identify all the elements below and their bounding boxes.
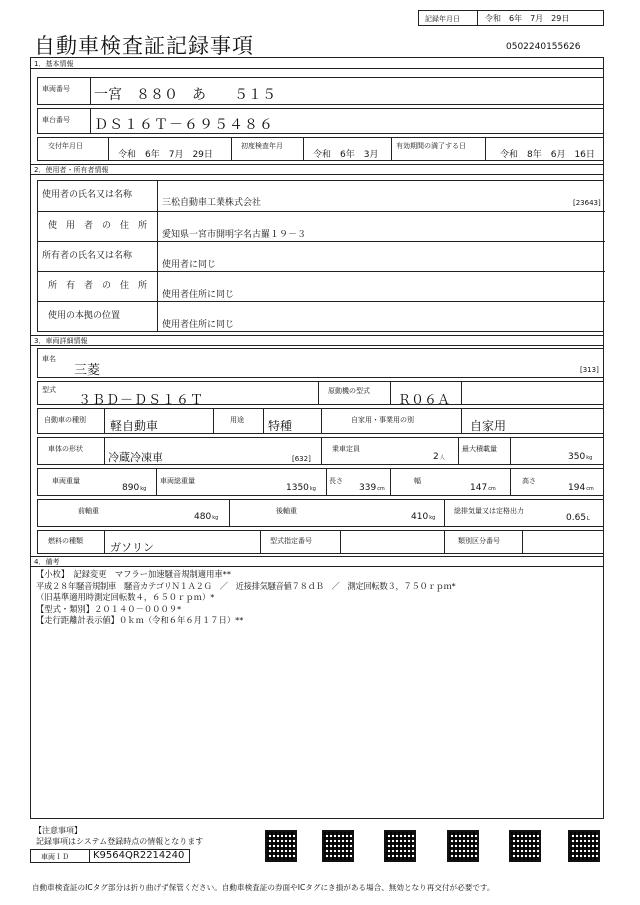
notice-text: 記録事項はシステム登録時点の情報となります	[36, 837, 204, 846]
gross-label: 車両総重量	[160, 477, 195, 485]
type-no-label: 型式指定番号	[270, 537, 312, 545]
model-row	[37, 381, 604, 408]
remarks-line: 【型式・類別】２０１４０－０００９*	[36, 603, 182, 614]
record-date-label: 記録年月日	[425, 15, 460, 23]
height-label: 高さ	[522, 477, 536, 485]
width-value: 147cm	[470, 483, 496, 493]
section-basic: 1．基本情報	[34, 60, 74, 68]
first-reg-label: 初度検査年月	[241, 142, 283, 150]
user-code: [23643]	[573, 199, 601, 207]
qr-code-icon	[384, 830, 416, 862]
fuel-value: ガソリン	[110, 541, 154, 554]
qr-code-icon	[447, 830, 479, 862]
expiry-value: 令和 8年 6月 16日	[500, 150, 595, 160]
page-title: 自動車検査証記録事項	[34, 34, 254, 58]
length-value: 339cm	[359, 483, 385, 493]
use-value: 特種	[268, 419, 293, 433]
body-row	[37, 437, 604, 465]
class-no-label: 類別区分番号	[458, 537, 500, 545]
base-label: 使用の本拠の位置	[48, 311, 121, 321]
remarks-block	[36, 569, 601, 627]
width-label: 幅	[414, 477, 421, 485]
base-value: 使用者住所に同じ	[162, 320, 235, 330]
axle-row	[37, 499, 604, 527]
remarks-line: 【小枚】 記録変更 マフラー加速騒音規制適用車**	[36, 569, 231, 579]
weight-label: 車両重量	[52, 477, 80, 485]
capacity-label: 乗車定員	[332, 445, 360, 453]
maxload-value: 350kg	[568, 452, 593, 462]
owner-name-label: 所有者の氏名又は名称	[42, 251, 133, 261]
reg-no-value: 一宮 ８８０ あ ５１５	[94, 87, 276, 103]
use-label: 用途	[230, 416, 244, 424]
owner-addr-value: 使用者住所に同じ	[162, 290, 235, 300]
fuel-label: 燃料の種類	[48, 537, 83, 545]
engine-value: Ｒ０６Ａ	[398, 393, 451, 408]
displacement-label: 総排気量又は定格出力	[454, 507, 524, 515]
reg-no-row	[37, 77, 604, 105]
maker-label: 車名	[42, 355, 56, 363]
private-label: 自家用・事業用の別	[351, 416, 414, 424]
maker-row	[37, 348, 604, 378]
model-value: ３ＢＤ－ＤＳ１６Ｔ	[78, 393, 205, 408]
owner-name-value: 使用者に同じ	[162, 260, 217, 270]
vehicle-id-value: K9564QR2214240	[93, 850, 185, 861]
remarks-line: 【走行距離計表示値】０ｋｍ（令和６年６月１７日）**	[36, 615, 244, 625]
qr-code-icon	[509, 830, 541, 862]
body-label: 車体の形状	[48, 445, 83, 453]
kind-row	[37, 408, 604, 434]
length-label: 長さ	[329, 477, 343, 485]
gross-value: 1350kg	[286, 483, 316, 493]
dates-row	[37, 137, 604, 161]
fuel-row	[37, 530, 604, 554]
first-reg-value: 令和 6年 3月	[313, 150, 379, 160]
kind-value: 軽自動車	[110, 419, 159, 433]
front-axle-value: 480kg	[194, 512, 219, 522]
doc-number: 0502240155626	[506, 42, 581, 52]
body-code: [632]	[292, 455, 311, 463]
issue-label: 交付年月日	[48, 142, 83, 150]
maker-code: [313]	[580, 366, 599, 374]
maker-value: 三菱	[74, 363, 101, 378]
chassis-value: ＤＳ１６Ｔ－６９５４８６	[94, 117, 274, 133]
private-value: 自家用	[470, 419, 507, 433]
qr-code-icon	[568, 830, 600, 862]
qr-code-icon	[265, 830, 297, 862]
front-axle-label: 前軸重	[78, 507, 99, 515]
kind-label: 自動車の種別	[44, 416, 86, 424]
chassis-row	[37, 108, 604, 134]
qr-code-icon	[322, 830, 354, 862]
record-date-box	[418, 10, 604, 26]
record-date-value: 令和 6年 7月 29日	[485, 14, 570, 23]
capacity-value: 2人	[433, 452, 445, 462]
notice-title: 【注意事項】	[34, 826, 82, 835]
owner-addr-label: 所 有 者 の 住 所	[48, 281, 148, 291]
expiry-label: 有効期間の満了する日	[396, 142, 466, 150]
vehicle-id-label: 車両ＩＤ	[41, 853, 69, 861]
chassis-label: 車台番号	[42, 116, 70, 124]
section-vehicle: 3．車両詳細情報	[34, 337, 88, 345]
issue-value: 令和 6年 7月 29日	[118, 150, 213, 160]
model-label: 型式	[42, 386, 56, 394]
user-addr-value: 愛知県一宮市開明字名古羅１９－３	[162, 230, 307, 240]
footer-note: 自動車検査証のICタグ部分は折り曲げず保管ください。自動車検査証の券面やICタグにき損がある場合、無効となり再交付が必要です。	[32, 883, 495, 892]
displacement-value: 0.65L	[566, 513, 590, 523]
rear-axle-label: 後軸重	[276, 507, 297, 515]
body-value: 冷蔵冷凍車	[108, 451, 163, 464]
section-remarks: 4．備考	[34, 558, 60, 566]
section-user-owner: 2．使用者・所有者情報	[34, 166, 109, 174]
vehicle-id-box	[30, 849, 190, 863]
reg-no-label: 車両番号	[42, 85, 70, 93]
remarks-line: 平成２８年騒音規制車 騒音カテゴリＮ１Ａ２Ｇ ／ 近接排気騒音値７８ｄＢ ／ 測定回転数３，７５０ｒｐｍ*	[36, 580, 456, 591]
weight-row	[37, 468, 604, 496]
owner-block	[37, 180, 604, 332]
rear-axle-value: 410kg	[411, 512, 436, 522]
user-name-label: 使用者の氏名又は名称	[42, 190, 133, 200]
engine-label: 原動機の型式	[328, 387, 370, 395]
height-value: 194cm	[568, 483, 594, 493]
user-addr-label: 使 用 者 の 住 所	[48, 221, 148, 231]
weight-value: 890kg	[122, 483, 147, 493]
maxload-label: 最大積載量	[462, 445, 497, 453]
remarks-line: （旧基準適用時測定回転数４，６５０ｒｐｍ）*	[36, 592, 215, 602]
user-name-value: 三松自動車工業株式会社	[162, 198, 262, 208]
